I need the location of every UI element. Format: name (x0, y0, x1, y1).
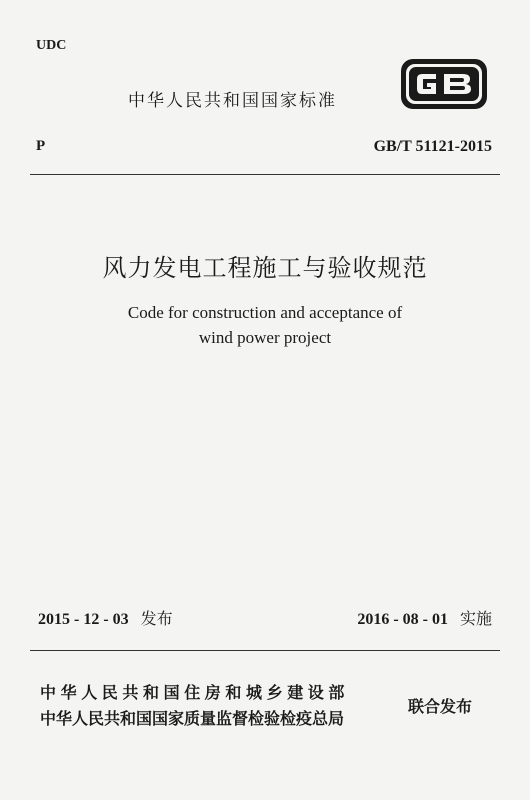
issuer-aqsiq: 中华人民共和国国家质量监督检验检疫总局 (40, 709, 345, 728)
title-english-line-1: Code for construction and acceptance of (127, 303, 403, 322)
gb-logo-icon (400, 58, 488, 110)
joint-issue-label: 联合发布 (408, 697, 473, 716)
title-chinese: 风力发电工程施工与验收规范 (102, 254, 428, 282)
category-code: P (36, 138, 46, 154)
footer-divider (30, 650, 500, 651)
effective-date: 2016 - 08 - 01 (357, 611, 448, 628)
standard-number: GB/T 51121-2015 (373, 138, 492, 155)
standard-type: 中华人民共和国国家标准 (128, 91, 337, 111)
header-divider (30, 174, 500, 175)
issuer-ministry: 中华人民共和国住房和城乡建设部 (40, 683, 350, 702)
effective-date-row (357, 606, 492, 629)
title-english (0, 300, 530, 350)
issue-date-row (38, 606, 173, 629)
issue-label: 发布 (140, 609, 173, 628)
title-english-line-2: wind power project (198, 328, 332, 347)
issuers (40, 680, 349, 732)
issue-date: 2015 - 12 - 03 (38, 611, 129, 628)
effective-label: 实施 (459, 609, 492, 628)
udc-label: UDC (36, 38, 67, 53)
